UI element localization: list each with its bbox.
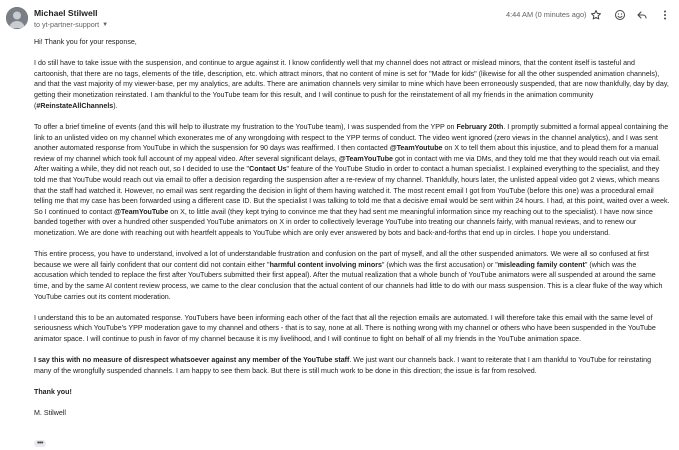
recipient-line[interactable]: [34, 20, 108, 29]
paragraph-3: [34, 249, 670, 302]
bold-text: @TeamYouTube: [114, 207, 169, 216]
reply-icon[interactable]: [634, 7, 650, 23]
text-run: got in contact with me via DMs, and they told me that they would reach out via email. After waiting a while, they did not reach out, so I decided to use the ": [34, 154, 661, 174]
emoji-icon[interactable]: [612, 7, 628, 23]
paragraph-5: [34, 355, 670, 376]
chevron-down-icon[interactable]: ▼: [102, 22, 109, 28]
closing: Thank you!: [34, 388, 72, 397]
ellipsis-icon: •••: [37, 440, 43, 447]
email-header: [0, 0, 679, 32]
bold-text: misleading family content: [497, 260, 585, 269]
text-run: . I promptly submitted a formal appeal containing the link to an unlisted video on my channel which exonerates me of any wrongdoing with respect to the YPP terms of conduct. The video went ignored (zero views in the channel analytics), and I was sent another automated response from YouTube in which the suspension for 90 days was reaffirmed. I then contacted: [34, 122, 669, 153]
text-run: on X to tell them about this injustice, and to plead them for a manual review of my channel which took full account of my appeal video. After several significant delays,: [34, 144, 659, 163]
paragraph-1: [34, 58, 670, 111]
text-run: . We just want our channels back. I want to reiterate that I am thankful to YouTube for reinstating many of the wrongfully suspended channels. I am happy to see them back. But there is still much work to be done in this direction; the issue is far from resolved.: [34, 356, 652, 375]
timestamp: 4:44 AM (0 minutes ago): [506, 10, 587, 19]
bold-text: Contact Us: [249, 165, 287, 174]
text-run: To offer a brief timeline of events (and this will help to illustrate my frustration to the YouTube team), I was suspended from the YPP on: [34, 122, 457, 131]
sender-name[interactable]: Michael Stilwell: [34, 8, 98, 18]
avatar-icon[interactable]: [6, 7, 28, 29]
text-run: I do still have to take issue with the suspension, and continue to argue against it. I know confidently well that my channel does not attract or mislead minors, that the content itself is tasteful and cartoonish, that there are no tags, elements of the title, description, etc. which attract minors, that no content of mine is set for "Made for kids" (likewise for all the other suspended animation channels), and that the vast majority of my viewer-base, per my analytics, are adults. There are animation channels very similar to mine which have been erroneously suspended, that are now thankfully, day by day, getting their monetization reinstated. I am thankful to the YouTube team for this result, and I will continue to push for the reinstatement of all my friends in the animation community (: [34, 59, 669, 110]
bold-text: @TeamYoutube: [389, 144, 443, 153]
text-run: ).: [113, 101, 118, 110]
bold-text: harmful content involving minors: [269, 260, 382, 269]
text-run: " (which was the first accusation) or ": [381, 260, 498, 269]
email-body: [34, 37, 670, 427]
text-run: This entire process, you have to understand, involved a lot of understandable frustration and confusion on the part of myself, and all the other suspended animators. We were all so confused at first because we were all fairly confident that our content did not contain either ": [34, 250, 650, 269]
bold-text: #ReinstateAllChannels: [36, 101, 114, 110]
text-run: " (which was the accusation which tended to replace the first after YouTubers submitted their first appeal). After the mutual realization that a whole bunch of YouTube animators were all suspended at around the same time, and by the same AI content review process, we came to the clear conclusion that the actual content of our channels had little to do with our mass suspension. This is a clear fluke of the way which YouTube carries out its content moderation.: [34, 260, 663, 301]
signature: M. Stilwell: [34, 409, 66, 418]
greeting: Hi! Thank you for your response,: [34, 38, 137, 46]
more-vert-icon[interactable]: [657, 7, 673, 23]
bold-text: I say this with no measure of disrespect whatsoever against any member of the YouTube staff: [34, 356, 350, 365]
bold-text: @TeamYouTube: [338, 154, 394, 163]
bold-text: February 20th: [456, 122, 504, 131]
text-run: " feature of the YouTube Studio in order to contact a human specialist. I explained everything to the specialist, and they told me that YouTube would reach out via email to offer a decision regarding the suspension after a re-review of my channel. Thankfully, hours later, the unlisted appeal video got 2 views, which means that the staff had watched it. However, no email was sent regarding the decision in light of them having watched it. The most recent email I got from YouTube (before this one) was a procedural email telling me that my case has been forwarded using a different case ID. But the specialist I was talking to told me that a decisive email would be sent within 24 hours. I had, at this point, waited over a week. So I continued to contact: [34, 165, 670, 216]
text-run: on X, to little avail (they kept trying to convince me that they had sent me meaningful information since my reaching out to the specialist). I have now since banded together with over a hundred other suspended YouTube animators on X in order to collectively leverage YouTube into treating our channels fairly, with manual reviews, and to renew our monetization. We are done with reaching out with heartfelt appeals to YouTube which are only ever answered by bots and back-and-forths that end up in circles. I hope you understand.: [34, 207, 653, 237]
paragraph-4: [34, 313, 670, 345]
text-run: I understand this to be an automated response. YouTubers have been informing each other of the fact that all the rejection emails are automated. I will therefore take this email with the same level of seriousness which YouTube's YPP moderation gave to my channel and others - that is to say, none at all. There is nothing wrong with my channel or others who have been suspended in the YouTube animator space. I will continue to push in favor of my channel because it is my livelihood, and I will continue to fight on behalf of all my friends in the YouTube animation space.: [34, 313, 656, 343]
star-icon[interactable]: [588, 7, 604, 23]
paragraph-2: [34, 122, 670, 239]
show-trimmed-content-button[interactable]: [34, 440, 46, 447]
recipient-text: to yt-partner-support: [34, 20, 100, 29]
